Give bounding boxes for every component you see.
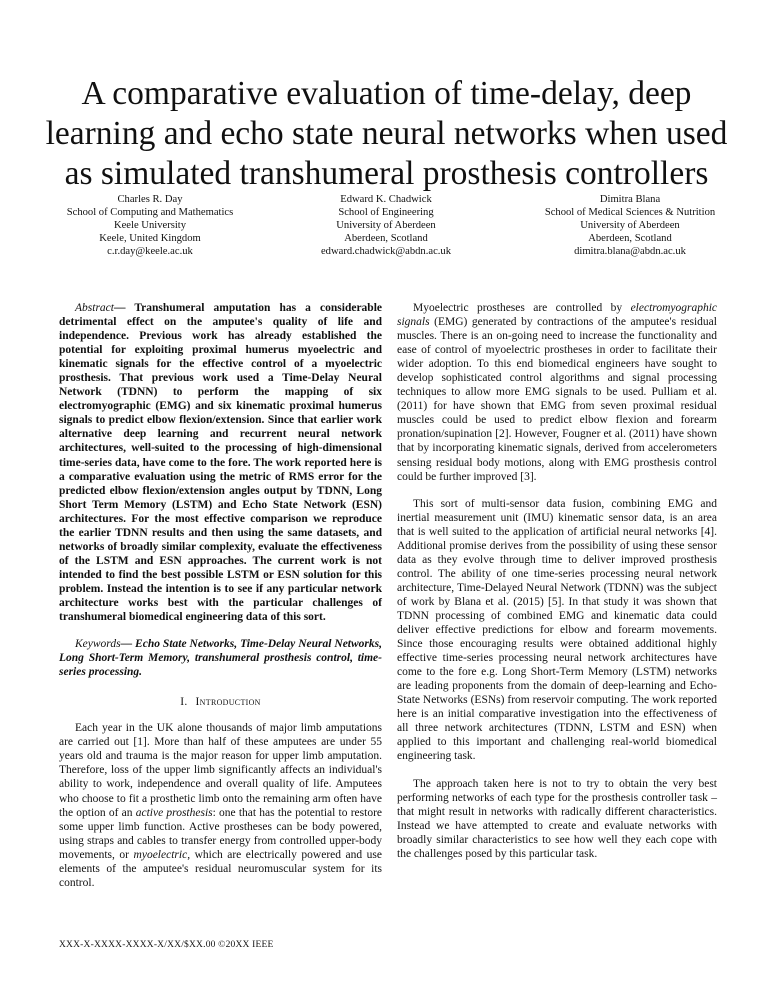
author-org: University of Aberdeen (336, 220, 436, 231)
author-1 (40, 193, 260, 258)
abstract-paragraph (59, 301, 382, 624)
section-title: Introduction (195, 696, 261, 709)
text-run: , which are electrically powered and use elements of the amputee's residual neuromuscular system for its control. (59, 848, 382, 889)
text-run: (EMG) generated by contractions of the amputee's residual muscles. There is an on-going need to increase the functionality and ease of control of myoelectric prostheses in order to facilitate their wider adoption. To this end biomedical engineers have sought to develop sophisticated control algorithms and signal processing techniques to allow more EMG signals to be used. Pulliam et al. (2011) for have shown that EMG from seven proximal residual muscles could be used to predict elbow flexion and forearm pronation/supination [2]. However, Fougner et al. (2011) have shown that by incorporating kinematic signals, derived from accelerometers sensing residual body motions, along with EMG prosthesis control could be further improved [3]. (397, 316, 717, 483)
intro-paragraph-3: This sort of multi-sensor data fusion, combining EMG and inertial measurement unit (IMU) kinematic sensor data, is an area that is well suited to the application of artificial neural networks [4]. Additional promise derives from the possibility of using these sensor data as they evolve through time to deliver improved prosthesis control. The ability of one time-series processing neural network architecture, Time-Delayed Neural Network (TDNN) was the subject of work by Blana et al. (2015) [5]. In that study it was shown that TDNN processing of combined EMG and kinematic data could deliver effective predictions for elbow and forearm movements. Since those encouraging results were obtained additional highly effective time-series processing neural network architectures have come to the fore e.g. Long Short-Term Memory (LSTM) networks are leading proponents from the domain of deep-learning and Echo-State Networks (ESNs) from reservoir computing. The work reported here is an initial comparative investigation into the effectiveness of all three network architectures (TDNN, LSTM and ESN) when applied to this important and challenging real-world biomedical engineering task. (397, 497, 717, 763)
text-run: Myoelectric prostheses are controlled by (413, 302, 631, 314)
author-location: Aberdeen, Scotland (588, 233, 672, 244)
section-heading-introduction (59, 695, 382, 709)
right-column (397, 301, 717, 874)
text-run: : one that has the potential to restore some upper limb function. Active prostheses can be body powered, using straps and cables to transfer energy from controlled upper-body movements, or (59, 806, 383, 861)
paper-title: A comparative evaluation of time-delay, deep learning and echo state neural networks when used as simulated transhumeral prosthesis controllers (45, 75, 728, 192)
emphasis-emg: electromyographic signals (397, 302, 717, 329)
keywords-paragraph (59, 637, 382, 679)
author-location: Keele, United Kingdom (99, 233, 201, 244)
abstract-text: — Transhumeral amputation has a considerable detrimental effect on the amputee's quality of life and independence. Previous work has already established the potential for exploiting proximal humerus myoelectric and kinematic signals for the effective control of a myoelectric prosthesis. That previous work used a Time-Delay Neural Network (TDNN) to perform the mapping of six electromyographic (EMG) and six kinematic proximal humerus signals to predict elbow flexion/extension. Since that earlier work alternative deep learning and recurrent neural network architectures, well-suited to the processing of high-dimensional time-series data, have come to the fore. The work reported here is a comparative evaluation using the metric of RMS error for the predicted elbow flexion/extension angles output by TDNN, Long Short Term Memory (LSTM) and Echo State Network (ESN) architectures. For the most effective comparison we reproduce the earlier TDNN results and then using the same datasets, and networks of broadly similar complexity, evaluate the effectiveness of the LSTM and ESN approaches. The current work is not intended to find the best possible LSTM or ESN solution for this problem. Instead the intention is to see if any particular network architecture works best with the particular challenges of transhumeral biomedical engineering data of this sort. (59, 302, 382, 624)
text-run: Each year in the UK alone thousands of major limb amputations are carried out [1]. More than half of these amputees are under 55 years old and trauma is the major reason for upper limb amputation. Therefore, loss of the upper limb significantly affects an individual's ability to work, independence and overall quality of life. Amputees who choose to fit a prosthetic limb onto the remaining arm often have the option of an (59, 722, 382, 819)
left-column (59, 301, 382, 903)
author-name: Dimitra Blana (599, 194, 661, 205)
author-location: Aberdeen, Scotland (344, 233, 428, 244)
abstract-label: Abstract (75, 302, 114, 314)
author-name: Charles R. Day (117, 194, 183, 205)
author-name: Edward K. Chadwick (340, 194, 432, 205)
intro-paragraph-2 (397, 301, 717, 484)
author-2 (276, 193, 496, 258)
author-email[interactable]: dimitra.blana@abdn.ac.uk (574, 246, 686, 257)
copyright-footer: XXX-X-XXXX-XXXX-X/XX/$XX.00 ©20XX IEEE (59, 940, 274, 950)
emphasis-active-prosthesis: active prosthesis (135, 806, 213, 819)
author-dept: School of Engineering (338, 207, 434, 218)
author-org: Keele University (113, 220, 187, 231)
intro-paragraph-4: The approach taken here is not to try to obtain the very best performing networks of each type for the prosthesis controller task – that might result in networks with radically different characteristics. Instead we have attempted to create and evaluate networks with broadly similar characteristics to see how well they each cope with the challenges posed by this particular task. (397, 777, 717, 860)
author-3 (510, 193, 750, 258)
keywords-label: Keywords (75, 638, 121, 651)
emphasis-myoelectric: myoelectric (133, 848, 188, 861)
author-dept: School of Medical Sciences & Nutrition (544, 207, 716, 218)
intro-paragraph-1 (59, 721, 382, 890)
author-org: University of Aberdeen (580, 220, 680, 231)
author-dept: School of Computing and Mathematics (66, 207, 234, 218)
section-number: I. (180, 696, 188, 709)
keywords-text: — Echo State Networks, Time-Delay Neural Networks, Long Short-Term Memory, transhumeral prosthesis control, time-series processing. (59, 638, 382, 679)
author-email[interactable]: edward.chadwick@abdn.ac.uk (320, 246, 452, 257)
author-email[interactable]: c.r.day@keele.ac.uk (107, 246, 193, 257)
